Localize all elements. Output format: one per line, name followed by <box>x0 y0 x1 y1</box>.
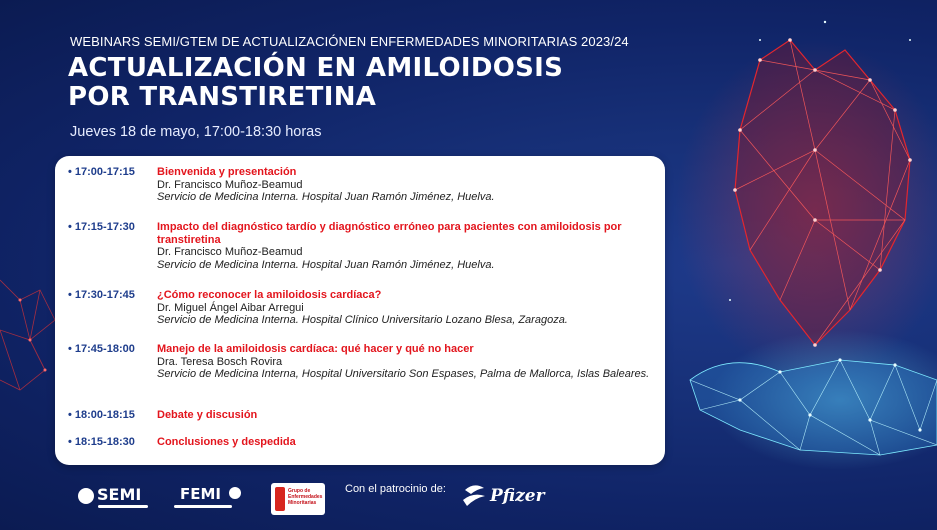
agenda-time: • 18:00-18:15 <box>68 409 135 421</box>
speaker-affiliation: Servicio de Medicina Interna. Hospital Juan Ramón Jiménez, Huelva. <box>157 191 495 203</box>
talk-title: Conclusiones y despedida <box>157 436 296 448</box>
talk-title: Debate y discusión <box>157 409 258 421</box>
agenda-content <box>157 409 657 422</box>
speaker-affiliation: Servicio de Medicina Interna, Hospital Universitario Son Espases, Palma de Mallorca, Islas Baleares. <box>157 368 650 380</box>
agenda-content <box>157 289 657 327</box>
webinar-series-label: WEBINARS SEMI/GTEM DE ACTUALIZACIÓNEN ENFERMEDADES MINORITARIAS 2023/24 <box>70 34 629 49</box>
agenda-card <box>55 156 665 465</box>
femi-logo-swoosh <box>174 505 232 508</box>
agenda-time: • 18:15-18:30 <box>68 436 135 448</box>
agenda-time: • 17:30-17:45 <box>68 289 135 301</box>
page-title <box>68 54 563 112</box>
talk-title: Impacto del diagnóstico tardío y diagnóstico erróneo para pacientes con amiloidosis por transtiretina <box>157 221 622 246</box>
pfizer-logo <box>459 480 549 514</box>
hands-illustration <box>690 360 937 455</box>
pfizer-logo-text: Pfizer <box>490 486 545 506</box>
agenda-content <box>157 343 657 381</box>
semi-logo-text: SEMI <box>97 485 142 504</box>
left-polygon-decoration <box>0 270 60 410</box>
title-line-1: ACTUALIZACIÓN EN AMILOIDOSIS <box>68 53 564 83</box>
agenda-time: • 17:45-18:00 <box>68 343 135 355</box>
speaker-name: Dr. Francisco Muñoz-Beamud <box>157 178 303 191</box>
semi-logo-swoosh <box>98 505 148 508</box>
agenda-content <box>157 166 657 204</box>
gtem-logo <box>271 483 325 515</box>
femi-logo-text: FEMI <box>180 485 222 503</box>
event-date: Jueves 18 de mayo, 17:00-18:30 horas <box>70 124 322 140</box>
femi-logo-circle <box>229 487 241 499</box>
talk-title: Manejo de la amiloidosis cardíaca: qué hacer y qué no hacer <box>157 343 474 355</box>
title-line-2: POR TRANSTIRETINA <box>68 82 377 112</box>
footer-logos <box>0 478 937 530</box>
femi-logo <box>172 481 242 519</box>
speaker-affiliation: Servicio de Medicina Interna. Hospital Juan Ramón Jiménez, Huelva. <box>157 258 495 271</box>
pfizer-swirl-icon <box>459 480 489 510</box>
speaker-affiliation: Servicio de Medicina Interna. Hospital Clínico Universitario Lozano Blesa, Zaragoza. <box>157 314 568 326</box>
speaker-name: Dr. Miguel Ángel Aibar Arregui <box>157 301 304 314</box>
agenda-time: • 17:00-17:15 <box>68 166 135 178</box>
speaker-name: Dr. Francisco Muñoz-Beamud <box>157 246 303 258</box>
semi-logo <box>78 481 150 519</box>
agenda-time: • 17:15-17:30 <box>68 221 135 233</box>
agenda-content <box>157 221 657 271</box>
heart-illustration <box>640 0 937 478</box>
agenda-content <box>157 436 657 449</box>
sponsor-label: Con el patrocinio de: <box>345 483 446 495</box>
semi-logo-circle <box>78 488 94 504</box>
talk-title: Bienvenida y presentación <box>157 166 297 178</box>
gtem-logo-mark <box>275 487 285 511</box>
gtem-logo-text: Grupo de Enfermedades Minoritarias <box>288 488 323 506</box>
talk-title: ¿Cómo reconocer la amiloidosis cardíaca? <box>157 289 382 301</box>
speaker-name: Dra. Teresa Bosch Rovira <box>157 355 283 368</box>
